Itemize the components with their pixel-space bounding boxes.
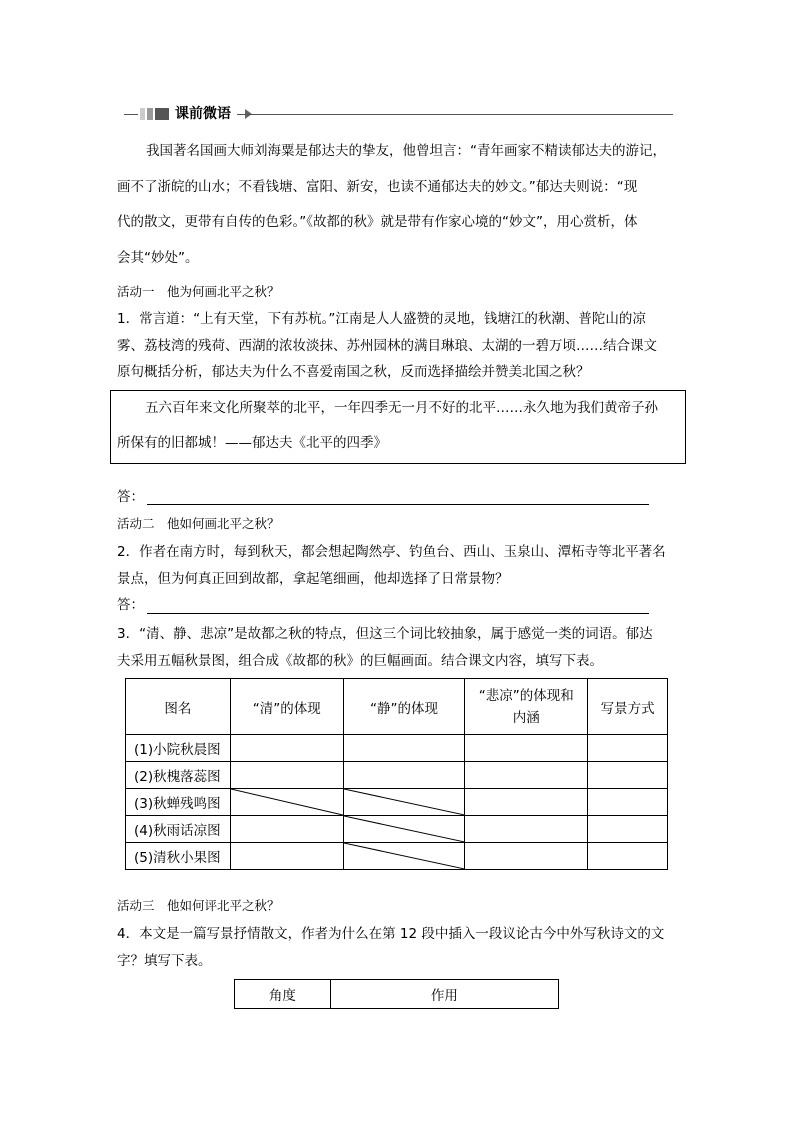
table-cell[interactable]	[230, 762, 343, 789]
row-label: (2)秋槐落蕊图	[126, 762, 231, 789]
scene-table	[125, 678, 668, 870]
table-cell[interactable]	[465, 735, 588, 762]
intro-line-2: 画不了浙皖的山水；不看钱塘、富阳、新安，也读不通郁达夫的妙文。”郁达夫则说：“现	[117, 179, 638, 195]
answer-label-2: 答：	[117, 597, 144, 613]
crossed-cell	[230, 789, 343, 816]
header-block-2	[147, 108, 153, 120]
q1-line-2: 雾、荔枝湾的残荷、西湖的浓妆淡抹、苏州园林的满目琳琅、太湖的一碧万顷……结合课文	[117, 338, 657, 354]
header-block-3	[155, 108, 169, 120]
quote-line-1: 五六百年来文化所聚萃的北平，一年四季无一月不好的北平……永久地为我们黄帝子孙	[145, 400, 658, 416]
table-cell[interactable]	[588, 735, 668, 762]
intro-line-1: 我国著名国画大师刘海粟是郁达夫的挚友，他曾坦言：“青年画家不精读郁达夫的游记，	[146, 143, 666, 159]
header-sad-line-2: 内涵	[512, 709, 540, 726]
header-cell-sad	[465, 679, 588, 735]
q4-line-2: 字？填写下表。	[117, 953, 212, 969]
intro-line-3: 代的散文，更带有自传的色彩。”《故都的秋》就是带有作家心境的“妙文”，用心赏析，体	[117, 214, 638, 230]
table-cell[interactable]	[230, 735, 343, 762]
activity3-title: 活动三 他如何评北平之秋？	[117, 898, 280, 913]
table-cell[interactable]	[465, 816, 588, 843]
answer-label-1: 答：	[117, 489, 144, 505]
q3-line-1: 3．“清、静、悲凉”是故都之秋的特点，但这三个词比较抽象，属于感觉一类的词语。郁达	[117, 626, 653, 642]
table-cell[interactable]	[465, 789, 588, 816]
crossed-cell	[343, 843, 465, 870]
table-cell[interactable]	[588, 816, 668, 843]
quote-line-2: 所保有的旧都城！——郁达夫《北平的四季》	[117, 435, 387, 451]
crossed-cell	[343, 789, 465, 816]
answer-line-2[interactable]	[147, 613, 649, 614]
header-cell: “清”的体现	[230, 679, 343, 735]
section-title: 课前微语	[175, 106, 231, 122]
table-cell[interactable]	[343, 762, 465, 789]
activity1-title: 活动一 他为何画北平之秋？	[117, 284, 280, 299]
header-cell: 角度	[235, 980, 331, 1009]
intro-line-4: 会其“妙处”。	[117, 250, 199, 266]
table-cell[interactable]	[588, 843, 668, 870]
table-cell[interactable]	[230, 843, 343, 870]
q3-line-2: 夫采用五幅秋景图，组合成《故都的秋》的巨幅画面。结合课文内容，填写下表。	[117, 653, 603, 669]
header-cell: 写景方式	[588, 679, 668, 735]
header-rule	[237, 114, 673, 115]
header-cell: 图名	[126, 679, 231, 735]
q1-line-3: 原句概括分析，郁达夫为什么不喜爱南国之秋，反而选择描绘并赞美北国之秋？	[117, 364, 590, 380]
answer-line-1[interactable]	[147, 504, 649, 505]
row-label: (1)小院秋晨图	[126, 735, 231, 762]
angle-table	[234, 979, 559, 1009]
q2-line-1: 2．作者在南方时，每到秋天，都会想起陶然亭、钓鱼台、西山、玉泉山、潭柘寺等北平著名	[117, 544, 666, 560]
q4-line-1: 4．本文是一篇写景抒情散文，作者为什么在第 12 段中插入一段议论古今中外写秋诗文的文	[117, 926, 665, 942]
table-cell[interactable]	[343, 735, 465, 762]
table-cell[interactable]	[230, 816, 343, 843]
table-cell[interactable]	[465, 843, 588, 870]
table-cell[interactable]	[465, 762, 588, 789]
row-label: (4)秋雨话凉图	[126, 816, 231, 843]
header-block-1	[140, 108, 145, 120]
q2-line-2: 景点，但为何真正回到故都，拿起笔细画，他却选择了日常景物？	[117, 571, 509, 587]
q1-line-1: 1．常言道：“上有天堂，下有苏杭。”江南是人人盛赞的灵地，钱塘江的秋潮、普陀山的凉	[117, 311, 646, 327]
header-cell: 作用	[330, 980, 558, 1009]
header-lead-line	[124, 114, 138, 115]
header-cell: “静”的体现	[343, 679, 465, 735]
crossed-cell	[343, 816, 465, 843]
row-label: (3)秋蝉残鸣图	[126, 789, 231, 816]
row-label: (5)清秋小果图	[126, 843, 231, 870]
activity2-title: 活动二 他如何画北平之秋？	[117, 516, 280, 531]
header-sad-line-1: “悲凉”的体现和	[478, 687, 574, 704]
table-cell[interactable]	[588, 789, 668, 816]
table-cell[interactable]	[588, 762, 668, 789]
